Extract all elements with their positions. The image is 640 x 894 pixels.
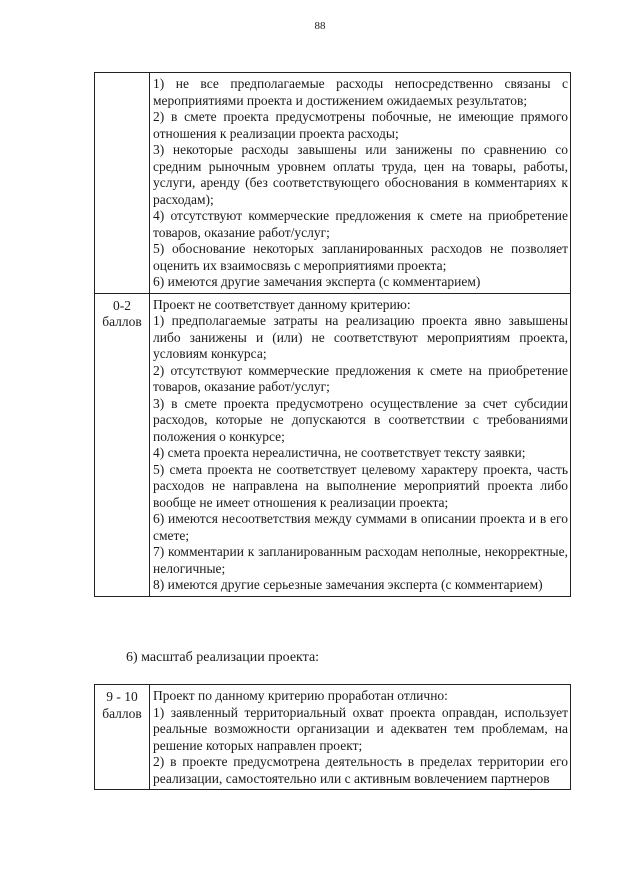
criteria-line: 2) в смете проекта предусмотрены побочные, не имеющие прямого отношения к реализации проекта расходы; bbox=[153, 109, 568, 141]
criteria-cell bbox=[150, 293, 571, 596]
criteria-cell bbox=[150, 685, 571, 790]
criteria-line: 1) заявленный территориальный охват проекта оправдан, использует реальные возможности организации и адекватен тем проблемам, на решение которых направлен проект; bbox=[153, 704, 568, 753]
criteria-line: 8) имеются другие серьезные замечания эксперта (с комментарием) bbox=[153, 577, 543, 592]
score-cell: 9 - 10 баллов bbox=[95, 685, 150, 790]
score-cell: 0-2 баллов bbox=[95, 293, 150, 596]
table-row bbox=[95, 685, 571, 790]
criteria-line: 1) предполагаемые затраты на реализацию проекта явно завышены либо занижены и (или) не соответствуют мероприятиям проекта, условиям конкурса; bbox=[153, 313, 568, 361]
criteria-line: 2) отсутствуют коммерческие предложения к смете на приобретение товаров, оказание работ/услуг; bbox=[153, 362, 568, 394]
criteria-cell bbox=[150, 73, 571, 294]
criteria-line: 6) имеются другие замечания эксперта (с комментарием) bbox=[153, 274, 481, 289]
criteria-line: 7) комментарии к запланированным расходам неполные, некорректные, нелогичные; bbox=[153, 544, 568, 576]
table-row bbox=[95, 293, 571, 596]
criteria-line: 6) имеются несоответствия между суммами в описании проекта и в его смете; bbox=[153, 511, 568, 543]
criteria-table-budget bbox=[94, 72, 571, 597]
criteria-line: 4) отсутствуют коммерческие предложения к смете на приобретение товаров, оказание работ/услуг; bbox=[153, 208, 568, 240]
criteria-line: 3) некоторые расходы завышены или занижены по сравнению со средним рыночным уровнем оплаты труда, цен на товары, работы, услуги, аренду (без соответствующего обоснования в комментариях к расходам); bbox=[153, 142, 568, 207]
section-heading: 6) масштаб реализации проекта: bbox=[126, 650, 320, 665]
criteria-line: Проект не соответствует данному критерию: bbox=[153, 296, 411, 312]
criteria-line: 5) обоснование некоторых запланированных расходов не позволяет оценить их взаимосвязь с мероприятиями проекта; bbox=[153, 241, 568, 273]
criteria-line: 2) в проекте предусмотрена деятельность в пределах территории его реализации, самостоятельно или с активным вовлечением партнеров bbox=[153, 754, 568, 786]
criteria-line: 5) смета проекта не соответствует целевому характеру проекта, часть расходов не направлена на выполнение мероприятий проекта либо вообще не имеет отношения к реализации проекта; bbox=[153, 461, 568, 510]
criteria-line: Проект по данному критерию проработан отлично: bbox=[153, 688, 448, 703]
criteria-table-scale bbox=[94, 684, 571, 790]
criteria-line: 3) в смете проекта предусмотрено осуществление за счет субсидии расходов, которые не допускаются в соответствии с требованиями положения о конкурсе; bbox=[153, 395, 568, 444]
criteria-line: 1) не все предполагаемые расходы непосредственно связаны с мероприятиями проекта и достижением ожидаемых результатов; bbox=[153, 76, 568, 108]
table-row bbox=[95, 73, 571, 294]
criteria-line: 4) смета проекта нереалистична, не соответствует тексту заявки; bbox=[153, 445, 526, 460]
score-cell bbox=[95, 73, 150, 294]
page-number: 88 bbox=[314, 20, 326, 32]
